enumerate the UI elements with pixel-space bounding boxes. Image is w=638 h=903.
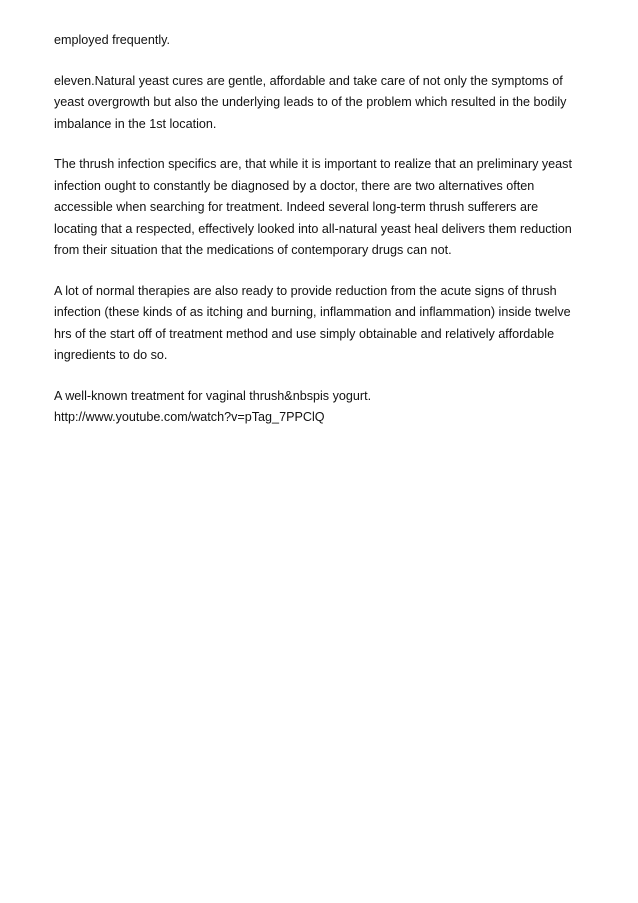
document-page [54, 30, 594, 429]
video-url-link: http://www.youtube.com/watch?v=pTag_7PPClQ [54, 410, 325, 424]
text-line: eleven.Natural yeast cures are gentle, affordable and take care of not only the symptoms of [54, 73, 563, 88]
paragraph-3 [54, 154, 594, 262]
text-line: employed frequently. [54, 33, 170, 47]
text-line: infection ought to constantly be diagnosed by a doctor, there are two alternatives often [54, 178, 535, 193]
text-line: infection (these kinds of as itching and burning, inflammation and inflammation) inside twelve [54, 305, 571, 319]
text-line: accessible when searching for treatment. Indeed several long-term thrush sufferers are [54, 200, 539, 214]
paragraph-2 [54, 71, 594, 136]
text-line: A well-known treatment for vaginal thrush&nbspis yogurt. [54, 388, 372, 403]
text-line: from their situation that the medications of contemporary drugs can not. [54, 243, 452, 257]
paragraph-4 [54, 281, 594, 367]
text-line: hrs of the start off of treatment method and use simply obtainable and relatively affordable [54, 326, 555, 341]
text-line: A lot of normal therapies are also ready to provide reduction from the acute signs of thrush [54, 283, 557, 298]
text-line: The thrush infection specifics are, that while it is important to realize that an preliminary yeast [54, 157, 572, 171]
text-line: locating that a respected, effectively looked into all-natural yeast heal delivers them reduction [54, 221, 572, 236]
text-line: imbalance in the 1st location. [54, 116, 217, 131]
paragraph-5 [54, 386, 594, 429]
text-line: yeast overgrowth but also the underlying leads to of the problem which resulted in the bodily [54, 95, 567, 109]
text-line: ingredients to do so. [54, 348, 168, 362]
paragraph-1 [54, 30, 594, 52]
